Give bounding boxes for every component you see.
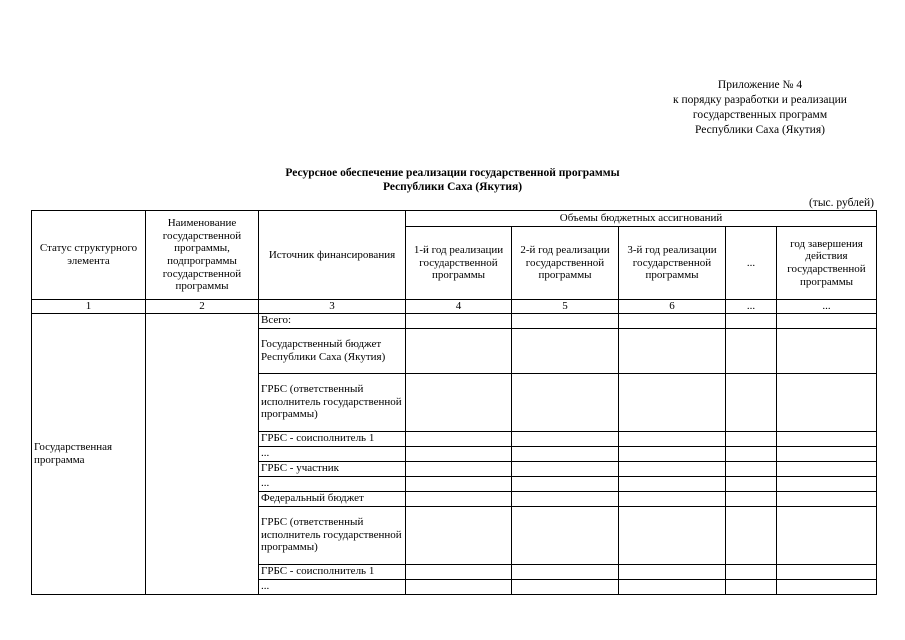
value-cell (512, 491, 619, 506)
value-cell (512, 461, 619, 476)
value-cell (512, 431, 619, 446)
value-cell (512, 328, 619, 373)
source-cell: ... (259, 446, 406, 461)
value-cell (619, 446, 726, 461)
appendix-note (640, 78, 880, 138)
value-cell (406, 446, 512, 461)
value-cell (726, 461, 777, 476)
value-cell (406, 579, 512, 594)
value-cell (726, 431, 777, 446)
appendix-line: Республики Саха (Якутия) (695, 124, 825, 136)
source-cell: ... (259, 476, 406, 491)
source-cell: Всего: (259, 313, 406, 328)
title-line: Республики Саха (Якутия) (382, 181, 523, 193)
value-cell (406, 461, 512, 476)
value-cell (726, 328, 777, 373)
header-status: Статус структурного элемента (32, 211, 146, 300)
appendix-line: государственных программ (692, 109, 828, 121)
status-cell: Государственная программа (32, 313, 146, 594)
value-cell (406, 431, 512, 446)
value-cell (726, 313, 777, 328)
header-year-3: 3-й год реализации государственной программы (619, 227, 726, 300)
value-cell (777, 446, 877, 461)
value-cell (777, 328, 877, 373)
column-number: 3 (259, 300, 406, 314)
table-row (32, 313, 877, 328)
value-cell (726, 373, 777, 431)
column-number: 2 (146, 300, 259, 314)
value-cell (777, 461, 877, 476)
appendix-line: к порядку разработки и реализации (673, 94, 847, 106)
value-cell (619, 373, 726, 431)
value-cell (777, 491, 877, 506)
value-cell (726, 506, 777, 564)
column-number: ... (726, 300, 777, 314)
appendix-line: Приложение № 4 (717, 79, 803, 91)
program-name-cell (146, 313, 259, 594)
header-funding-source: Источник финансирования (259, 211, 406, 300)
value-cell (619, 476, 726, 491)
value-cell (406, 476, 512, 491)
value-cell (619, 313, 726, 328)
source-cell: ГРБС - участник (259, 461, 406, 476)
value-cell (777, 579, 877, 594)
value-cell (512, 579, 619, 594)
source-cell: Государственный бюджет Республики Саха (Якутия) (259, 328, 406, 373)
column-number-row (32, 300, 877, 314)
value-cell (512, 373, 619, 431)
value-cell (619, 564, 726, 579)
value-cell (777, 564, 877, 579)
value-cell (406, 313, 512, 328)
source-cell: Федеральный бюджет (259, 491, 406, 506)
value-cell (726, 446, 777, 461)
value-cell (512, 506, 619, 564)
document-title (0, 166, 905, 194)
value-cell (619, 328, 726, 373)
value-cell (406, 506, 512, 564)
source-cell: ГРБС - соисполнитель 1 (259, 564, 406, 579)
value-cell (726, 491, 777, 506)
source-cell: ГРБС (ответственный исполнитель государственной программы) (259, 506, 406, 564)
source-cell: ГРБС - соисполнитель 1 (259, 431, 406, 446)
value-cell (619, 506, 726, 564)
value-cell (726, 476, 777, 491)
value-cell (777, 476, 877, 491)
units-label: (тыс. рублей) (808, 197, 874, 209)
value-cell (512, 476, 619, 491)
value-cell (777, 431, 877, 446)
column-number: 5 (512, 300, 619, 314)
value-cell (619, 461, 726, 476)
title-line: Ресурсное обеспечение реализации государственной программы (285, 167, 620, 179)
value-cell (619, 491, 726, 506)
value-cell (619, 579, 726, 594)
value-cell (777, 506, 877, 564)
source-cell: ... (259, 579, 406, 594)
value-cell (726, 579, 777, 594)
source-cell: ГРБС (ответственный исполнитель государственной программы) (259, 373, 406, 431)
value-cell (619, 431, 726, 446)
header-year-more: ... (726, 227, 777, 300)
column-number: 1 (32, 300, 146, 314)
value-cell (406, 564, 512, 579)
header-year-end: год завершения действия государственной программы (777, 227, 877, 300)
value-cell (512, 313, 619, 328)
value-cell (406, 373, 512, 431)
value-cell (406, 491, 512, 506)
header-budget-allocations: Объемы бюджетных ассигнований (406, 211, 877, 227)
value-cell (406, 328, 512, 373)
value-cell (512, 446, 619, 461)
header-program-name: Наименование государственной программы, подпрограммы государственной программы (146, 211, 259, 300)
value-cell (726, 564, 777, 579)
header-year-1: 1-й год реализации государственной программы (406, 227, 512, 300)
column-number: 6 (619, 300, 726, 314)
value-cell (512, 564, 619, 579)
value-cell (777, 313, 877, 328)
column-number: ... (777, 300, 877, 314)
value-cell (777, 373, 877, 431)
column-number: 4 (406, 300, 512, 314)
header-year-2: 2-й год реализации государственной программы (512, 227, 619, 300)
budget-table (31, 210, 877, 595)
